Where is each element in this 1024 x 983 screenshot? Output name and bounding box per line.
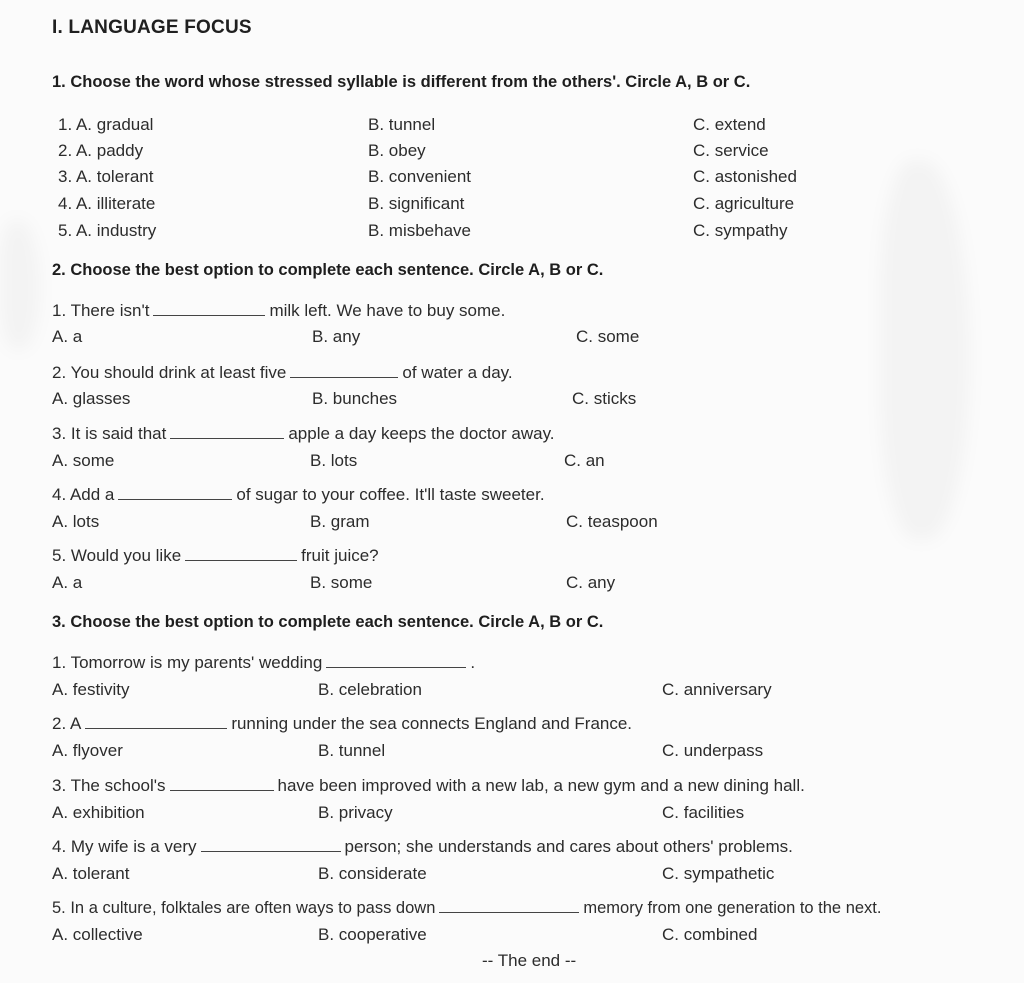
part3-heading: 3. Choose the best option to complete each sentence. Circle A, B or C. xyxy=(52,613,604,631)
option-b: B. significant xyxy=(368,194,465,213)
page-title: I. LANGUAGE FOCUS xyxy=(52,17,252,38)
option-c: C. sympathetic xyxy=(662,864,775,883)
option-b: B. cooperative xyxy=(318,925,427,944)
answer-blank xyxy=(153,314,265,316)
question-sentence xyxy=(52,653,475,673)
question-text: of sugar to your coffee. It'll taste sweeter. xyxy=(236,485,545,504)
option-a: 3. A. tolerant xyxy=(58,167,154,186)
answer-blank xyxy=(85,727,227,729)
answer-blank xyxy=(290,376,398,378)
question-text: 2. A xyxy=(52,714,82,733)
option-c: C. some xyxy=(576,327,640,346)
option-b: B. any xyxy=(312,327,361,346)
answer-blank xyxy=(326,666,466,668)
question-text: 1. Tomorrow is my parents' wedding xyxy=(52,653,323,672)
question-sentence xyxy=(52,546,379,566)
option-a: 2. A. paddy xyxy=(58,141,144,160)
option-c: C. extend xyxy=(693,115,766,134)
option-b: B. considerate xyxy=(318,864,427,883)
question-text: 5. In a culture, folktales are often ways to pass down xyxy=(52,899,436,917)
question-text: . xyxy=(470,653,476,672)
question-text: running under the sea connects England and France. xyxy=(231,714,633,733)
option-c: C. combined xyxy=(662,925,758,944)
option-b: B. tunnel xyxy=(318,741,386,760)
option-c: C. facilities xyxy=(662,803,745,822)
option-c: C. agriculture xyxy=(693,194,795,213)
option-c: C. service xyxy=(693,141,769,160)
part1-heading: 1. Choose the word whose stressed syllable is different from the others'. Circle A, B or C. xyxy=(52,73,751,91)
question-text: memory from one generation to the next. xyxy=(583,899,882,917)
question-sentence xyxy=(52,899,881,918)
option-c: C. astonished xyxy=(693,167,797,186)
option-b: B. convenient xyxy=(368,167,472,186)
question-text: 3. The school's xyxy=(52,776,166,795)
option-b: B. gram xyxy=(310,512,370,531)
option-b: B. obey xyxy=(368,141,426,160)
question-text: milk left. We have to buy some. xyxy=(269,301,506,320)
option-a: 5. A. industry xyxy=(58,221,157,240)
question-text: 4. My wife is a very xyxy=(52,837,197,856)
option-c: C. an xyxy=(564,451,605,470)
answer-blank xyxy=(439,911,579,913)
option-b: B. privacy xyxy=(318,803,393,822)
question-sentence xyxy=(52,485,545,505)
option-a: A. festivity xyxy=(52,680,130,699)
question-text: 3. It is said that xyxy=(52,424,167,443)
option-a: A. exhibition xyxy=(52,803,145,822)
option-c: C. any xyxy=(566,573,616,592)
question-text: 5. Would you like xyxy=(52,546,182,565)
question-sentence xyxy=(52,424,555,444)
option-a: 4. A. illiterate xyxy=(58,194,156,213)
option-b: B. celebration xyxy=(318,680,422,699)
question-text: 1. There isn't xyxy=(52,301,150,320)
question-sentence xyxy=(52,363,513,383)
option-c: C. underpass xyxy=(662,741,764,760)
answer-blank xyxy=(170,789,274,791)
option-c: C. anniversary xyxy=(662,680,772,699)
option-b: B. bunches xyxy=(312,389,398,408)
question-text: have been improved with a new lab, a new gym and a new dining hall. xyxy=(277,776,805,795)
question-text: apple a day keeps the doctor away. xyxy=(288,424,555,443)
option-b: B. misbehave xyxy=(368,221,471,240)
question-text: person; she understands and cares about others' problems. xyxy=(344,837,793,856)
option-a: A. tolerant xyxy=(52,864,130,883)
question-text: fruit juice? xyxy=(301,546,379,565)
option-a: 1. A. gradual xyxy=(58,115,154,134)
answer-blank xyxy=(170,437,284,439)
option-c: C. teaspoon xyxy=(566,512,658,531)
question-sentence xyxy=(52,837,793,857)
answer-blank xyxy=(118,498,232,500)
answer-blank xyxy=(201,850,341,852)
option-a: A. a xyxy=(52,573,83,592)
answer-blank xyxy=(185,559,297,561)
option-b: B. lots xyxy=(310,451,358,470)
option-c: C. sympathy xyxy=(693,221,788,240)
background-smudge xyxy=(0,220,40,350)
option-a: A. glasses xyxy=(52,389,131,408)
question-sentence xyxy=(52,301,505,321)
question-sentence xyxy=(52,714,632,734)
option-a: A. a xyxy=(52,327,83,346)
option-a: A. collective xyxy=(52,925,143,944)
option-a: A. some xyxy=(52,451,115,470)
option-a: A. lots xyxy=(52,512,100,531)
option-b: B. some xyxy=(310,573,373,592)
question-text: of water a day. xyxy=(402,363,513,382)
question-sentence xyxy=(52,776,805,796)
part2-heading: 2. Choose the best option to complete each sentence. Circle A, B or C. xyxy=(52,261,604,279)
option-a: A. flyover xyxy=(52,741,123,760)
option-c: C. sticks xyxy=(572,389,637,408)
question-text: 4. Add a xyxy=(52,485,115,504)
question-text: 2. You should drink at least five xyxy=(52,363,287,382)
footer-the-end: -- The end -- xyxy=(482,951,577,970)
option-b: B. tunnel xyxy=(368,115,436,134)
background-smudge xyxy=(880,160,970,540)
